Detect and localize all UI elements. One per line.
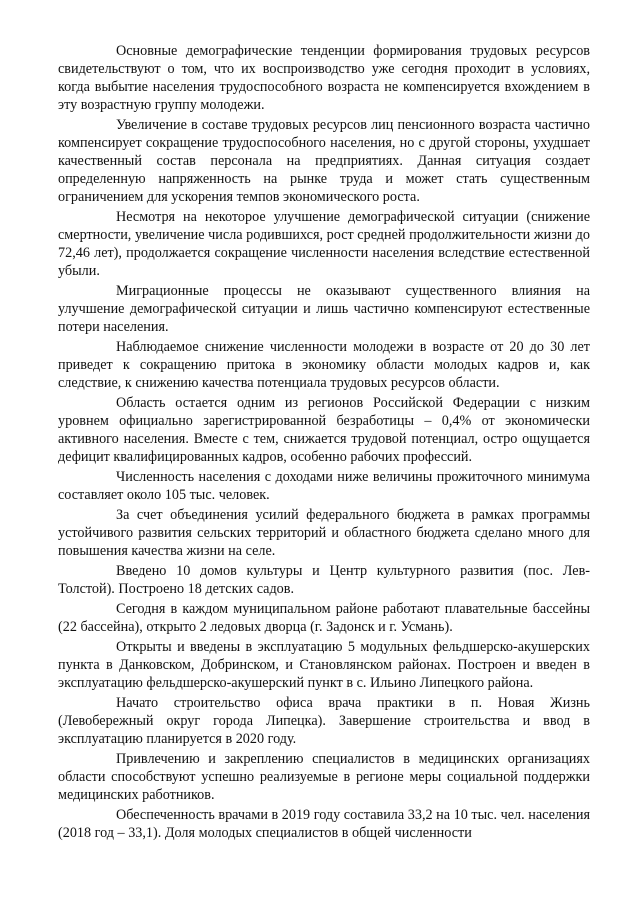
paragraph: Открыты и введены в эксплуатацию 5 модульных фельдшерско-акушерских пункта в Данковском, Добринском, и Становлянском районах. Построен и введен в эксплуатацию фельдшерско-акушерский пункт в с. Ильино Липецкого района. [58, 639, 590, 691]
paragraph: Обеспеченность врачами в 2019 году составила 33,2 на 10 тыс. чел. населения (2018 год – 33,1). Доля молодых специалистов в общей численности [58, 807, 590, 841]
paragraph: Увеличение в составе трудовых ресурсов лиц пенсионного возраста частично компенсирует сокращение трудоспособного населения, но с другой стороны, ухудшает качественный состав персонала на предприятиях. Данная ситуация создает определенную напряженность на рынке труда и может стать существенным ограничением для ускорения темпов экономического роста. [58, 117, 590, 205]
paragraph: Область остается одним из регионов Российской Федерации с низким уровнем официально зарегистрированной безработицы – 0,4% от экономически активного населения. Вместе с тем, снижается трудовой потенциал, остро ощущается дефицит квалифицированных кадров, особенно рабочих профессий. [58, 395, 590, 465]
document-page [58, 42, 590, 842]
paragraph: Начато строительство офиса врача практики в п. Новая Жизнь (Левобережный округ города Липецка). Завершение строительства и ввод в эксплуатацию планируется в 2020 году. [58, 695, 590, 747]
paragraph: Несмотря на некоторое улучшение демографической ситуации (снижение смертности, увеличение числа родившихся, рост средней продолжительности жизни до 72,46 лет), продолжается сокращение численности населения вследствие естественной убыли. [58, 209, 590, 279]
paragraph: За счет объединения усилий федерального бюджета в рамках программы устойчивого развития сельских территорий и областного бюджета сделано много для повышения качества жизни на селе. [58, 507, 590, 559]
paragraph: Основные демографические тенденции формирования трудовых ресурсов свидетельствуют о том, что их воспроизводство уже сегодня проходит в условиях, когда выбытие населения трудоспособного возраста не компенсируется вхождением в эту возрастную группу молодежи. [58, 43, 590, 113]
paragraph: Сегодня в каждом муниципальном районе работают плавательные бассейны (22 бассейна), открыто 2 ледовых дворца (г. Задонск и г. Усмань). [58, 601, 590, 635]
paragraph: Привлечению и закреплению специалистов в медицинских организациях области способствуют успешно реализуемые в регионе меры социальной поддержки медицинских работников. [58, 751, 590, 803]
paragraph: Введено 10 домов культуры и Центр культурного развития (пос. Лев-Толстой). Построено 18 детских садов. [58, 563, 590, 597]
paragraph: Численность населения с доходами ниже величины прожиточного минимума составляет около 105 тыс. человек. [58, 469, 590, 503]
paragraph: Наблюдаемое снижение численности молодежи в возрасте от 20 до 30 лет приведет к сокращению притока в экономику области молодых кадров и, как следствие, к снижению качества потенциала трудовых ресурсов области. [58, 339, 590, 391]
paragraph: Миграционные процессы не оказывают существенного влияния на улучшение демографической ситуации и лишь частично компенсируют естественные потери населения. [58, 283, 590, 335]
